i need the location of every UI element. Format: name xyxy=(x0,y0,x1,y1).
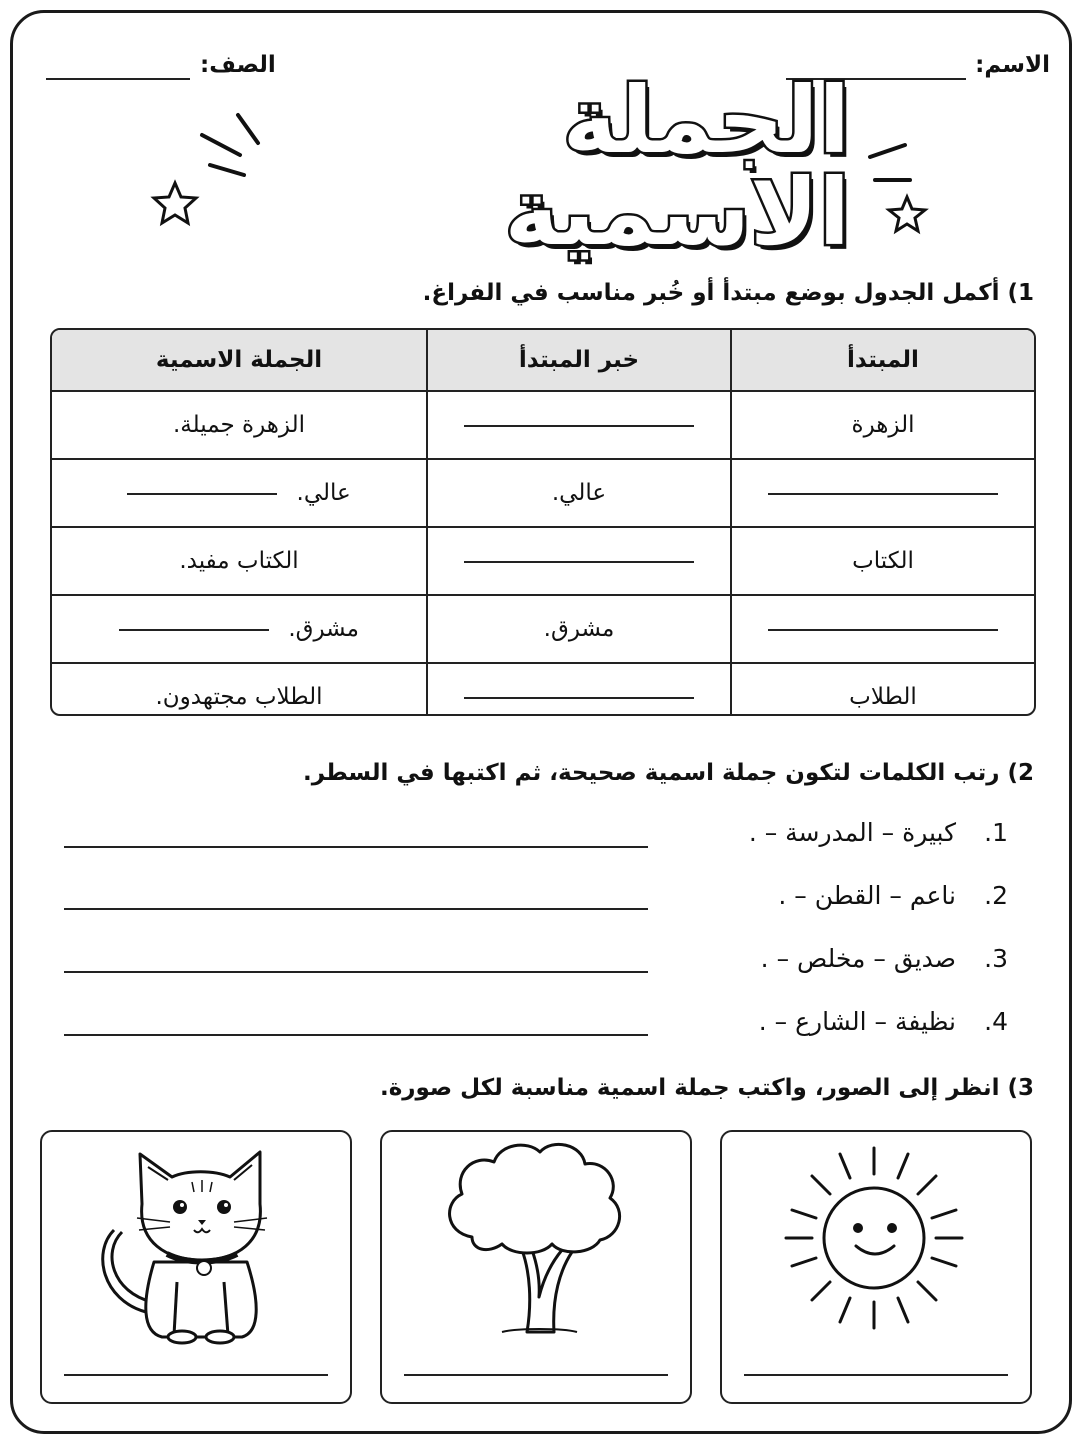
answer-line-3[interactable] xyxy=(64,971,648,973)
sun-icon xyxy=(722,1132,1034,1372)
sentence-cell: الكتاب مفيد. xyxy=(52,527,427,595)
table-row xyxy=(52,595,1034,663)
answer-line-4[interactable] xyxy=(64,1034,648,1036)
answer-line-cat[interactable] xyxy=(64,1374,328,1376)
list-item: 4.نظيفة – الشارع – . xyxy=(758,1007,1008,1036)
tree-icon xyxy=(382,1132,694,1372)
answer-line-2[interactable] xyxy=(64,908,648,910)
list-item: 1.كبيرة – المدرسة – . xyxy=(748,818,1008,847)
picture-box-tree xyxy=(380,1130,692,1404)
question-3-prompt: 3) انظر إلى الصور، واكتب جملة اسمية مناسبة لكل صورة. xyxy=(379,1075,1034,1101)
question-1-prompt: 1) أكمل الجدول بوضع مبتدأ أو خُبر مناسب في الفراغ. xyxy=(422,280,1034,306)
sentence-cell[interactable]: عالي. xyxy=(52,459,427,527)
sentence-cell[interactable]: مشرق. xyxy=(52,595,427,663)
subject-cell: الزهرة xyxy=(731,391,1034,459)
table-row xyxy=(52,391,1034,459)
predicate-blank-cell[interactable] xyxy=(427,391,731,459)
subject-cell: الطلاب xyxy=(731,663,1034,716)
picture-box-sun xyxy=(720,1130,1032,1404)
question-2-prompt: 2) رتب الكلمات لتكون جملة اسمية صحيحة، ثم اكتبها في السطر. xyxy=(302,760,1034,786)
subject-blank-cell[interactable] xyxy=(731,595,1034,663)
picture-box-cat xyxy=(40,1130,352,1404)
subject-blank-cell[interactable] xyxy=(731,459,1034,527)
header-subject: المبتدأ xyxy=(731,330,1034,391)
predicate-cell: مشرق. xyxy=(427,595,731,663)
sentence-cell: الزهرة جميلة. xyxy=(52,391,427,459)
table-row xyxy=(52,663,1034,716)
list-item: 2.ناعم – القطن – . xyxy=(778,881,1008,910)
predicate-blank-cell[interactable] xyxy=(427,527,731,595)
answer-line-1[interactable] xyxy=(64,846,648,848)
table-row xyxy=(52,527,1034,595)
answer-line-sun[interactable] xyxy=(744,1374,1008,1376)
name-label: الاسم: xyxy=(975,52,1050,78)
star-icon xyxy=(889,197,925,231)
subject-cell: الكتاب xyxy=(731,527,1034,595)
predicate-blank-cell[interactable] xyxy=(427,663,731,716)
sentence-cell: الطلاب مجتهدون. xyxy=(155,684,323,710)
predicate-cell: عالي. xyxy=(427,459,731,527)
class-field[interactable] xyxy=(46,78,190,80)
star-icon xyxy=(154,183,196,223)
class-label: الصف: xyxy=(200,52,276,78)
header-sentence: الجملة الاسمية xyxy=(52,330,427,391)
table-row xyxy=(52,459,1034,527)
list-item: 3.صديق – مخلص – . xyxy=(760,944,1008,973)
cat-icon xyxy=(42,1132,354,1372)
page-title: الجملة الاسمية xyxy=(504,67,850,266)
answer-line-tree[interactable] xyxy=(404,1374,668,1376)
header-predicate: خبر المبتدأ xyxy=(427,330,731,391)
completion-table xyxy=(50,328,1036,716)
